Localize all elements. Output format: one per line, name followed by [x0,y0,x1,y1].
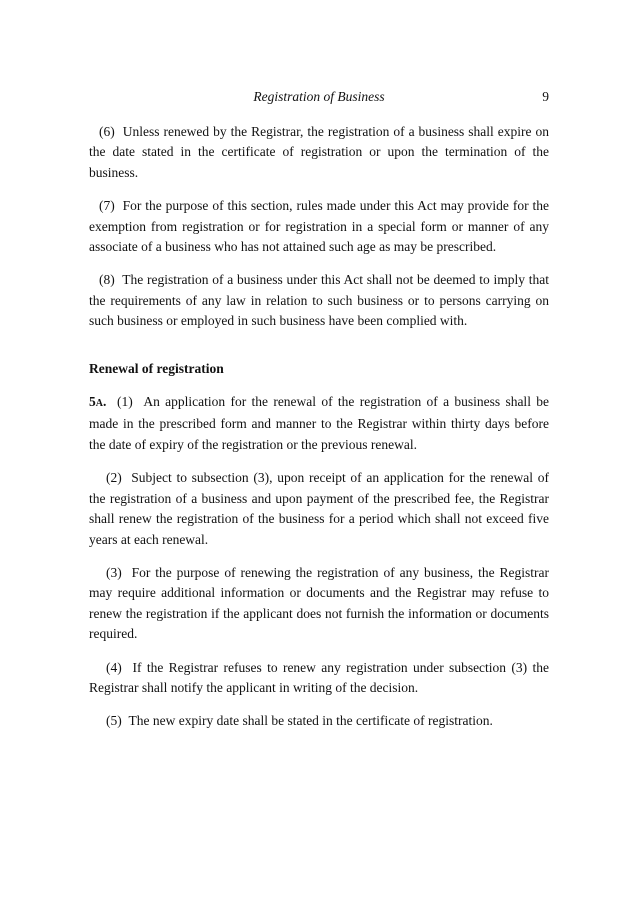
section-heading: Renewal of registration [89,360,224,376]
subsection-text: Unless renewed by the Registrar, the registration of a business shall expire on the date stated in the certificate of registration or upon the termination of the business. [89,124,549,180]
subsection-text: Subject to subsection (3), upon receipt of an application for the renewal of the registration of a business and upon payment of the prescribed fee, the Registrar shall renew the registration of the business for a period which shall not exceed five years at each renewal. [89,470,549,547]
subsection-5 [89,711,549,731]
subsection-6 [89,122,549,183]
subsection-text: An application for the renewal of the registration of a business shall be made in the prescribed form and manner to the Registrar within thirty days before the date of expiry of the registration or the previous renewal. [89,394,549,452]
subsection-number: (5) [106,713,122,729]
page-number: 9 [542,89,549,104]
document-body [89,122,549,732]
subsection-2 [89,468,549,550]
subsection-number: (3) [106,564,122,580]
section-number: 5A. [89,394,107,410]
subsection-3 [89,563,549,645]
subsection-7 [89,196,549,257]
subsection-8 [89,270,549,331]
running-header [89,89,549,107]
subsection-text: For the purpose of renewing the registration of any business, the Registrar may require additional information or documents and the Registrar may refuse to renew the registration if the applicant does not furnish the information or documents required. [89,564,550,642]
subsection-4 [89,658,549,699]
subsection-number: (6) [99,124,115,139]
subsection-number: (7) [99,198,115,214]
running-title: Registration of Business [253,89,385,104]
subsection-number: (4) [106,659,122,675]
subsection-number: (1) [116,394,133,410]
subsection-text: For the purpose of this section, rules made under this Act may provide for the exemption from registration or for registration in a special form or manner of any associate of a business who has not attained such age as may be prescribed. [89,198,549,255]
subsection-text: The registration of a business under this Act shall not be deemed to imply that the requirements of any law in relation to such business or to persons carrying on such business or employed in such business have been complied with. [89,272,549,329]
section-5a-subsection-1 [89,392,549,455]
subsection-number: (2) [106,470,122,486]
subsection-text: The new expiry date shall be stated in the certificate of registration. [128,713,493,729]
subsection-text: If the Registrar refuses to renew any registration under subsection (3) the Registrar shall notify the applicant in writing of the decision. [89,659,550,695]
subsection-number: (8) [99,272,115,288]
